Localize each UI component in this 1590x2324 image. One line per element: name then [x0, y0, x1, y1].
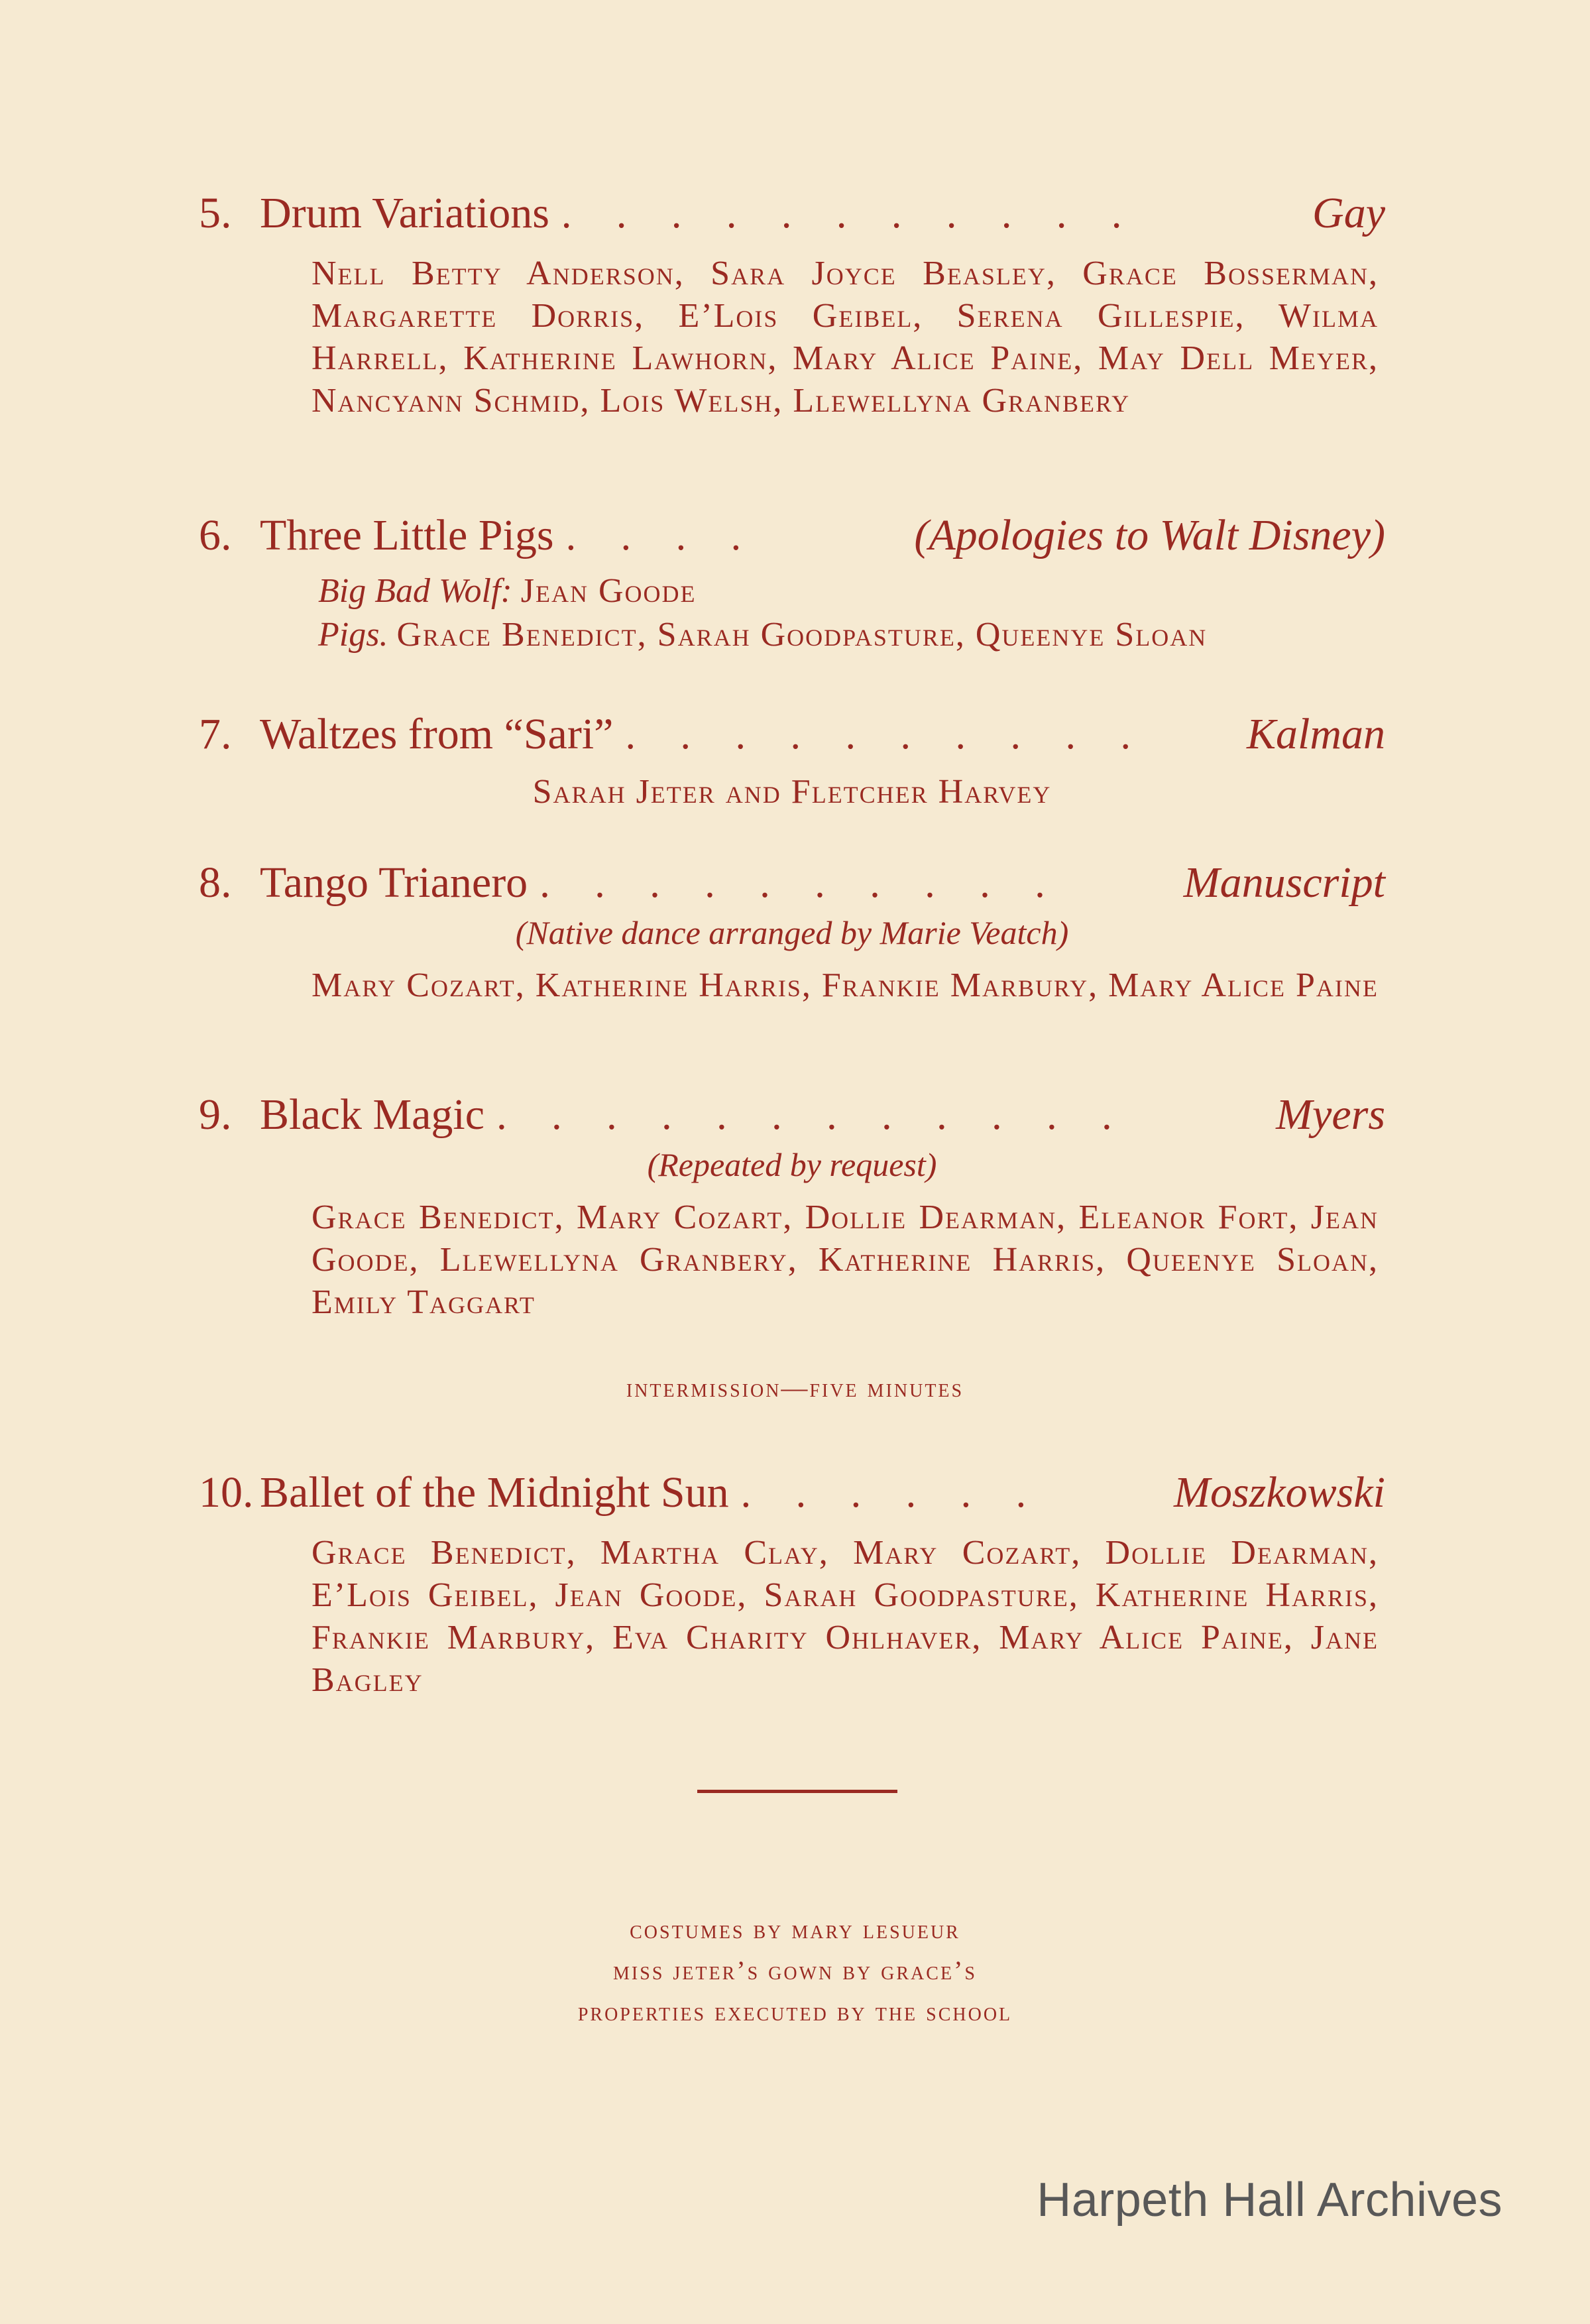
- divider-rule: [697, 1790, 897, 1793]
- item-composer: Moszkowski: [1174, 1468, 1385, 1517]
- archive-watermark: Harpeth Hall Archives: [1037, 2174, 1503, 2227]
- item-performers: Sarah Jeter and Fletcher Harvey: [532, 773, 1052, 811]
- item-number: 8.: [199, 858, 232, 907]
- item-composer: Myers: [1276, 1090, 1385, 1139]
- item-number: 9.: [199, 1090, 232, 1139]
- item-title: Three Little Pigs: [260, 511, 554, 559]
- item-composer: Kalman: [1246, 710, 1385, 758]
- item-performers: Mary Cozart, Katherine Harris, Frankie Marbury, Mary Alice Paine: [312, 966, 1379, 1004]
- item-title-row: [199, 708, 1385, 762]
- item-title-row: [199, 1466, 1385, 1520]
- role-name: Pigs.: [318, 616, 388, 654]
- leader-dots: . . . . . . . . . . . .: [496, 1093, 1129, 1138]
- credits: [0, 1909, 1590, 2032]
- credit-line: miss jeter’s gown by grace’s: [613, 1955, 977, 1985]
- credit-line: properties executed by the school: [577, 1997, 1013, 2026]
- item-title-row: [199, 856, 1385, 910]
- item-number: 6.: [199, 511, 232, 559]
- program-item-9: [199, 1088, 1385, 1324]
- role-line: [318, 569, 1385, 613]
- program-item-7: [199, 708, 1385, 813]
- program-item-10: [199, 1466, 1385, 1702]
- program-item-5: [199, 187, 1385, 422]
- item-note: (Native dance arranged by Marie Veatch): [515, 914, 1069, 951]
- intermission-note: intermission—five minutes: [626, 1373, 964, 1403]
- item-title: Black Magic: [260, 1090, 485, 1139]
- item-title: Ballet of the Midnight Sun: [260, 1468, 729, 1517]
- item-title: Tango Trianero: [260, 858, 528, 907]
- item-title-row: [199, 509, 1385, 563]
- item-number: 10.: [199, 1468, 254, 1517]
- item-performers: Nell Betty Anderson, Sara Joyce Beasley, Grace Bosserman, Margarette Dorris, E’Lois Geibel, Serena Gillespie, Wilma Harrell, Katherine Lawhorn, Mary Alice Paine, May Dell Meyer, Nancyann Schmid, Lois Welsh, Llewellyna Granbery: [312, 255, 1379, 420]
- item-composer: Gay: [1312, 189, 1385, 237]
- item-title-row: [199, 1088, 1385, 1142]
- role-line: [318, 613, 1385, 657]
- leader-dots: . . . . . . . . . .: [625, 713, 1148, 758]
- item-composer: Manuscript: [1183, 858, 1385, 907]
- item-note: (Repeated by request): [647, 1146, 937, 1183]
- leader-dots: . . . . . . . . . . .: [561, 192, 1139, 237]
- item-number: 5.: [199, 189, 232, 237]
- leader-dots: . . . .: [565, 514, 759, 559]
- item-title-row: [199, 187, 1385, 241]
- program-item-8: [199, 856, 1385, 1007]
- item-title: Drum Variations: [260, 189, 549, 237]
- item-title: Waltzes from “Sari”: [260, 710, 614, 758]
- program-item-6: [199, 509, 1385, 657]
- leader-dots: . . . . . .: [740, 1471, 1044, 1516]
- role-performer: Jean Goode: [520, 572, 697, 610]
- item-performers: Grace Benedict, Martha Clay, Mary Cozart, Dollie Dearman, E’Lois Geibel, Jean Goode, Sarah Goodpasture, Katherine Harris, Frankie Marbury, Eva Charity Ohlhaver, Mary Alice Paine, Jane Bagley: [312, 1534, 1379, 1699]
- leader-dots: . . . . . . . . . .: [539, 861, 1062, 906]
- item-number: 7.: [199, 710, 232, 758]
- role-performer: Grace Benedict, Sarah Goodpasture, Queenye Sloan: [396, 616, 1208, 654]
- item-composer: (Apologies to Walt Disney): [914, 511, 1385, 559]
- item-performers: Grace Benedict, Mary Cozart, Dollie Dearman, Eleanor Fort, Jean Goode, Llewellyna Granbery, Katherine Harris, Queenye Sloan, Emily Taggart: [312, 1198, 1379, 1321]
- credit-line: costumes by mary lesueur: [630, 1914, 960, 1944]
- role-name: Big Bad Wolf:: [318, 572, 512, 610]
